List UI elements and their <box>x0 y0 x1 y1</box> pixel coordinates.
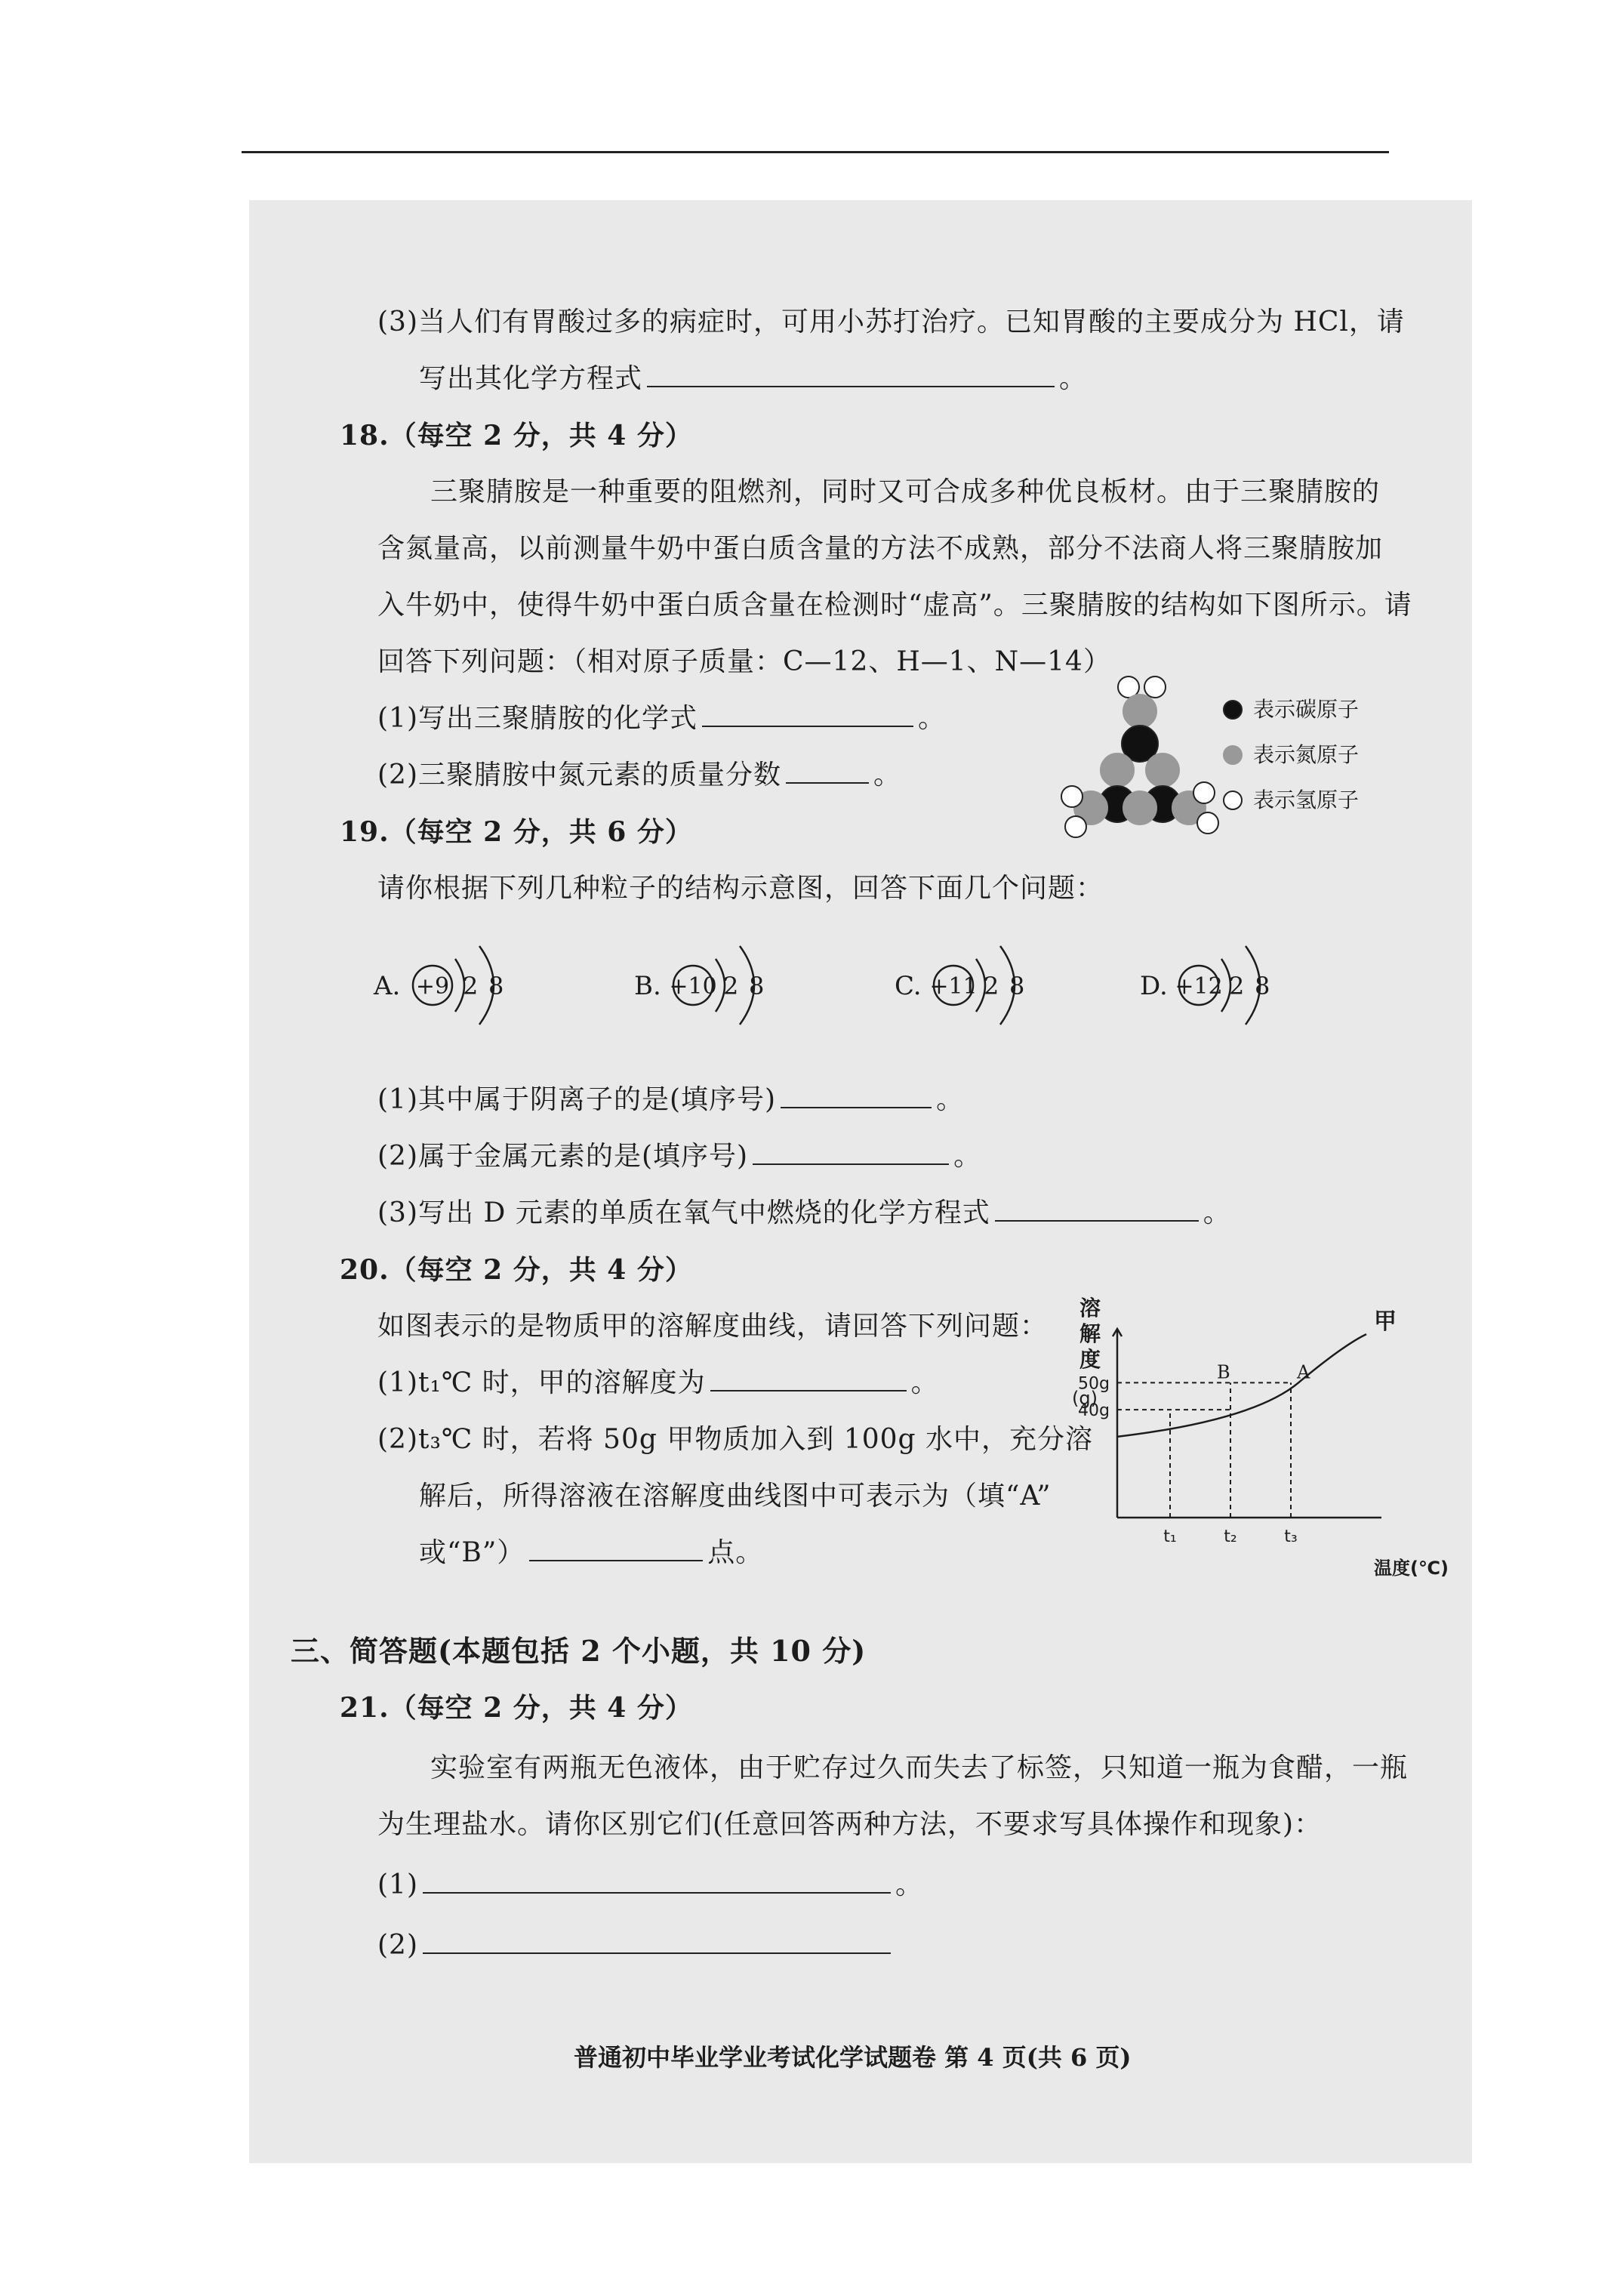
q19-sub1 <box>377 1083 964 1117</box>
q21-para-1: 实验室有两瓶无色液体，由于贮存过久而失去了标签，只知道一瓶为食醋，一瓶 <box>430 1752 1409 1783</box>
period: 。 <box>895 1869 924 1900</box>
q19-sub1-blank[interactable] <box>781 1084 932 1108</box>
point-suffix: 点。 <box>707 1537 764 1568</box>
q18-para-1: 三聚腈胺是一种重要的阻燃剂，同时又可合成多种优良板材。由于三聚腈胺的 <box>430 476 1381 507</box>
q17-3-line2 <box>419 362 1087 396</box>
shell-1-electrons: 2 <box>723 972 739 1000</box>
q18-sub2 <box>377 759 901 792</box>
q19-sub3 <box>377 1197 1231 1230</box>
q20-sub1 <box>377 1367 939 1400</box>
q20-header: 20.（每空 2 分，共 4 分） <box>340 1254 693 1286</box>
q19-intro: 请你根据下列几种粒子的结构示意图，回答下面几个问题： <box>377 873 1104 904</box>
legend-label: 表示氮原子 <box>1253 742 1360 767</box>
q18-sub1-blank[interactable] <box>702 703 913 727</box>
q19-sub3-prompt: (3)写出 D 元素的单质在氧气中燃烧的化学方程式 <box>377 1197 990 1228</box>
x-axis-label: 温度(℃) <box>1374 1558 1449 1579</box>
q21-answer-1-label: (1) <box>377 1869 418 1900</box>
particle-label: A. <box>374 971 401 1001</box>
period: 。 <box>936 1084 965 1115</box>
q17-3-prompt: 写出其化学方程式 <box>419 363 643 394</box>
series-label: 甲 <box>1374 1308 1397 1335</box>
q18-sub1-prompt: (1)写出三聚腈胺的化学式 <box>377 703 698 734</box>
section-3-title: 三、简答题(本题包括 2 个小题，共 10 分) <box>291 1634 867 1668</box>
q17-3-line1: (3)当人们有胃酸过多的病症时，可用小苏打治疗。已知胃酸的主要成分为 HCl，请 <box>377 307 1405 337</box>
shell-2-electrons: 8 <box>488 972 504 1000</box>
q20-sub2-line1: (2)t₃℃ 时，若将 50g 甲物质加入到 100g 水中，充分溶 <box>377 1424 1093 1455</box>
q18-sub2-blank[interactable] <box>786 760 869 784</box>
q21-answer-2-blank[interactable] <box>423 1930 891 1954</box>
top-rule <box>242 151 1389 153</box>
carbon-atom-icon <box>1223 700 1243 720</box>
y-axis-unit: (g) <box>1072 1388 1098 1409</box>
nucleus-charge: +9 <box>415 973 450 1000</box>
q19-sub2-prompt: (2)属于金属元素的是(填序号) <box>377 1141 749 1172</box>
y-axis-label-char: 度 <box>1079 1347 1101 1372</box>
y-tick-label: 50g <box>1078 1374 1110 1394</box>
q20-sub2-blank[interactable] <box>529 1537 703 1561</box>
solubility-curve-chart <box>1057 1296 1449 1579</box>
period: 。 <box>918 703 947 734</box>
period: 。 <box>1203 1197 1231 1228</box>
y-axis-label-char: 解 <box>1079 1321 1101 1346</box>
particle-diagram-d <box>1140 940 1291 1031</box>
shell-2-electrons: 8 <box>749 972 765 1000</box>
legend-hydrogen <box>1223 778 1359 823</box>
point-label-b: B <box>1217 1361 1230 1383</box>
q20-intro: 如图表示的是物质甲的溶解度曲线，请回答下列问题： <box>377 1311 1049 1342</box>
particle-label: C. <box>895 971 922 1001</box>
period: 。 <box>910 1367 939 1398</box>
particle-diagram-c <box>895 940 1046 1031</box>
legend-label: 表示氢原子 <box>1253 787 1360 812</box>
nucleus-charge: +12 <box>1175 973 1223 1000</box>
period: 。 <box>1059 363 1088 394</box>
q18-sub1 <box>377 702 946 735</box>
particle-diagram-a <box>374 940 525 1031</box>
q21-answer-1 <box>377 1869 923 1902</box>
shell-1-electrons: 2 <box>463 972 479 1000</box>
q19-sub2 <box>377 1140 981 1173</box>
nucleus-charge: +10 <box>669 973 717 1000</box>
point-label-a: A <box>1297 1361 1310 1383</box>
shell-2-electrons: 8 <box>1009 972 1025 1000</box>
q20-sub2-line2: 解后，所得溶液在溶解度曲线图中可表示为（填“A” <box>419 1481 1052 1512</box>
q19-sub3-blank[interactable] <box>995 1197 1199 1222</box>
q20-sub1-blank[interactable] <box>710 1367 907 1391</box>
shell-1-electrons: 2 <box>984 972 999 1000</box>
hydrogen-atom-icon <box>1223 791 1243 810</box>
q18-header: 18.（每空 2 分，共 4 分） <box>340 420 693 451</box>
legend-carbon <box>1223 687 1359 732</box>
atom-legend <box>1223 687 1359 823</box>
q21-answer-1-blank[interactable] <box>423 1869 891 1894</box>
shell-2-electrons: 8 <box>1255 972 1270 1000</box>
x-tick-label: t₃ <box>1284 1527 1298 1546</box>
q18-para-4: 回答下列问题：（相对原子质量：C—12、H—1、N—14） <box>377 646 1111 677</box>
q19-header: 19.（每空 2 分，共 6 分） <box>340 816 693 848</box>
q18-sub2-prompt: (2)三聚腈胺中氮元素的质量分数 <box>377 760 781 791</box>
melamine-structure-diagram <box>1057 672 1223 853</box>
legend-nitrogen <box>1223 732 1359 778</box>
particle-diagram-b <box>634 940 785 1031</box>
q21-answer-2-label: (2) <box>377 1930 418 1961</box>
q21-header: 21.（每空 2 分，共 4 分） <box>340 1692 693 1724</box>
period: 。 <box>953 1141 982 1172</box>
q19-sub1-prompt: (1)其中属于阴离子的是(填序号) <box>377 1084 777 1115</box>
nitrogen-atom-icon <box>1223 745 1243 765</box>
q20-sub2-prompt: 或“B”） <box>419 1537 525 1568</box>
y-tick-label: 40g <box>1078 1401 1110 1421</box>
q19-sub2-blank[interactable] <box>753 1141 949 1165</box>
q18-para-3: 入牛奶中，使得牛奶中蛋白质含量在检测时“虚高”。三聚腈胺的结构如下图所示。请 <box>377 590 1412 621</box>
x-tick-label: t₂ <box>1224 1527 1237 1546</box>
nucleus-charge: +11 <box>929 973 978 1000</box>
q20-sub1-prompt: (1)t₁℃ 时，甲的溶解度为 <box>377 1367 706 1398</box>
particle-label: D. <box>1140 971 1168 1001</box>
legend-label: 表示碳原子 <box>1253 697 1360 722</box>
q17-3-answer-blank[interactable] <box>647 363 1055 387</box>
y-axis-label-char: 溶 <box>1079 1296 1101 1321</box>
q21-answer-2 <box>377 1929 895 1962</box>
particle-label: B. <box>634 971 661 1001</box>
x-tick-label: t₁ <box>1163 1527 1177 1546</box>
shell-1-electrons: 2 <box>1229 972 1245 1000</box>
series-line <box>1117 1334 1366 1437</box>
q18-para-2: 含氮量高，以前测量牛奶中蛋白质含量的方法不成熟，部分不法商人将三聚腈胺加 <box>377 533 1384 564</box>
q20-sub2-line3 <box>419 1536 763 1570</box>
period: 。 <box>873 760 902 791</box>
q21-para-2: 为生理盐水。请你区别它们(任意回答两种方法，不要求写具体操作和现象)： <box>377 1809 1323 1840</box>
page-footer: 普通初中毕业学业考试化学试题卷 第 4 页(共 6 页) <box>574 2043 1132 2072</box>
